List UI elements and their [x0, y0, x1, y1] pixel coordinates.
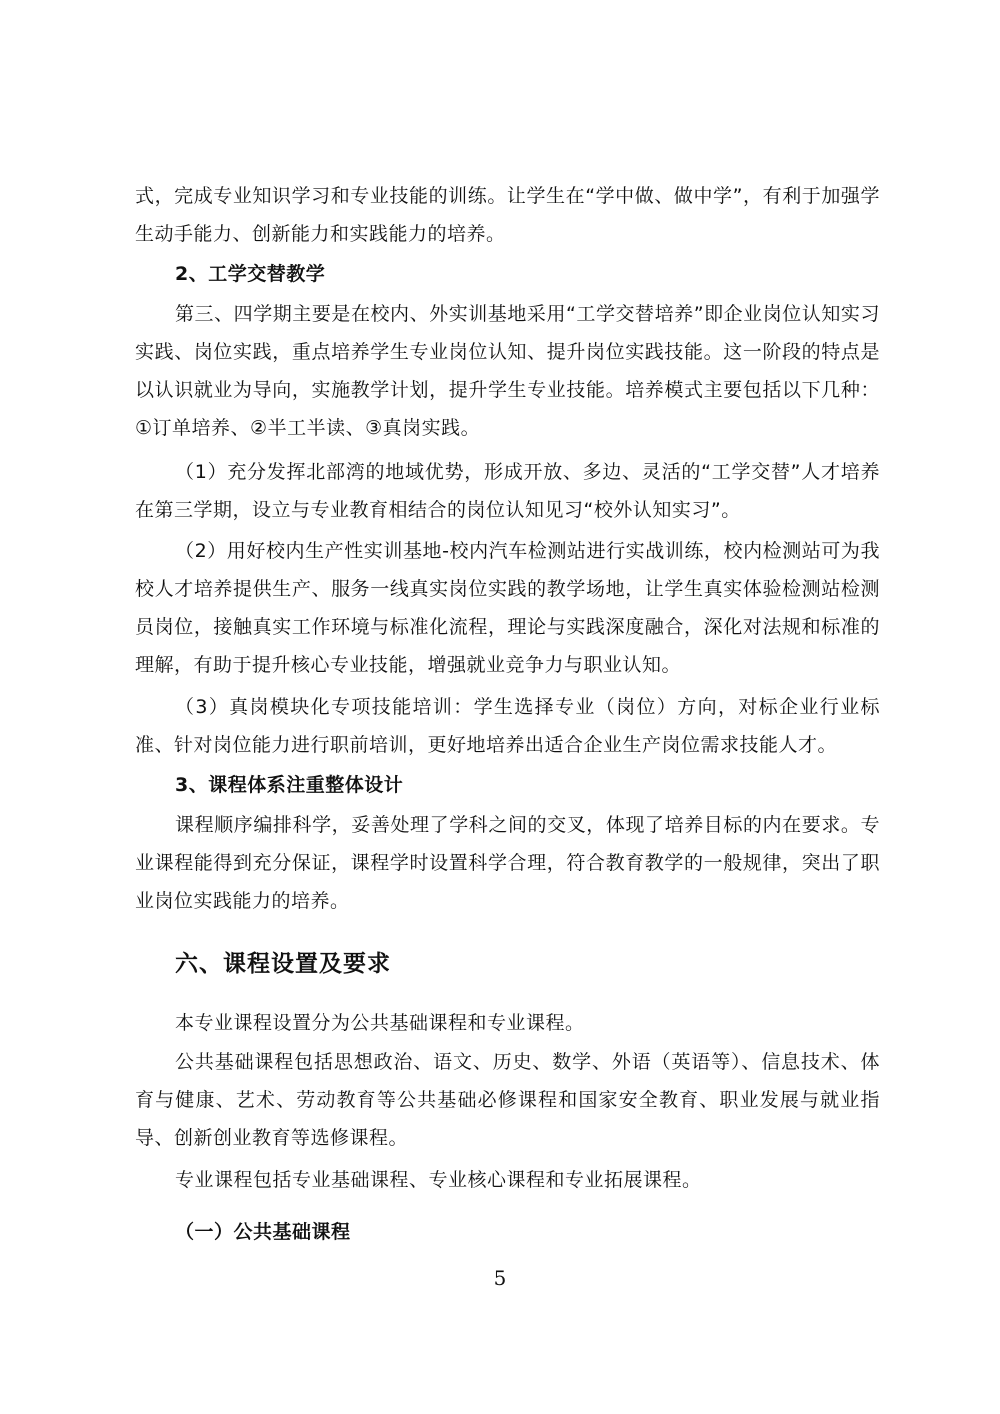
heading-curriculum-design: 3、课程体系注重整体设计	[175, 774, 404, 796]
paragraph-professional-courses: 专业课程包括专业基础课程、专业核心课程和专业拓展课程。	[175, 1169, 702, 1191]
paragraph-public-basic-courses: 公共基础课程包括思想政治、语文、历史、数学、外语（英语等）、信息技术、体育与健康、艺术、劳动教育等公共基础必修课程和国家安全教育、职业发展与就业指导、创新创业教育等选修课程。	[135, 1051, 880, 1149]
section-title-curriculum-setup: 六、课程设置及要求	[175, 951, 391, 977]
page-number: 5	[493, 1266, 507, 1290]
paragraph-item-1: （1）充分发挥北部湾的地域优势，形成开放、多边、灵活的“工学交替”人才培养在第三学期，设立与专业教育相结合的岗位认知见习“校外认知实习”。	[135, 461, 880, 521]
paragraph-item-3: （3）真岗模块化专项技能培训：学生选择专业（岗位）方向，对标企业行业标准、针对岗位能力进行职前培训，更好地培养出适合企业生产岗位需求技能人才。	[135, 696, 880, 756]
paragraph-training-method: 式，完成专业知识学习和专业技能的训练。让学生在“学中做、做中学”，有利于加强学生动手能力、创新能力和实践能力的培养。	[135, 185, 880, 245]
paragraph-curriculum-split: 本专业课程设置分为公共基础课程和专业课程。	[175, 1012, 585, 1034]
paragraph-curriculum-order: 课程顺序编排科学，妥善处理了学科之间的交叉，体现了培养目标的内在要求。专业课程能得到充分保证，课程学时设置科学合理，符合教育教学的一般规律，突出了职业岗位实践能力的培养。	[135, 814, 880, 912]
heading-work-study-alternation: 2、工学交替教学	[175, 263, 326, 285]
paragraph-semester-three-four: 第三、四学期主要是在校内、外实训基地采用“工学交替培养”即企业岗位认知实习实践、岗位实践，重点培养学生专业岗位认知、提升岗位实践技能。这一阶段的特点是以认识就业为导向，实施教学计划，提升学生专业技能。培养模式主要包括以下几种：①订单培养、②半工半读、③真岗实践。	[135, 303, 880, 439]
paragraph-item-2: （2）用好校内生产性实训基地-校内汽车检测站进行实战训练，校内检测站可为我校人才培养提供生产、服务一线真实岗位实践的教学场地，让学生真实体验检测站检测员岗位，接触真实工作环境与标准化流程，理论与实践深度融合，深化对法规和标准的理解，有助于提升核心专业技能，增强就业竞争力与职业认知。	[135, 540, 880, 676]
subsection-title-public-courses: （一）公共基础课程	[175, 1221, 351, 1243]
